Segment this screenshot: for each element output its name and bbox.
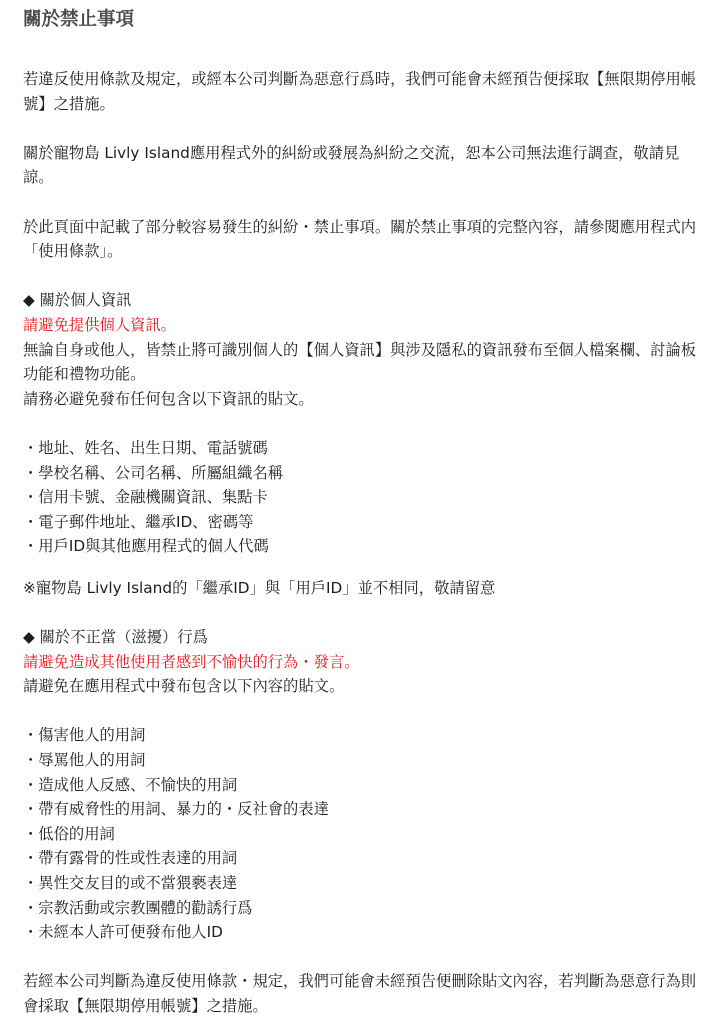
spacer [23,559,703,576]
closing-paragraph: 若經本公司判斷為違反使用條款・規定，我們可能會未經預告便刪除貼文內容，若判斷為惡意行為則會採取【無限期停用帳號】之措施。 [23,972,697,1015]
list-item: ・未經本人許可便發布他人ID [23,923,223,942]
list-item: ・辱罵他人的用詞 [23,751,146,770]
list-item: ・地址、姓名、出生日期、電話號碼 [23,438,268,457]
list-item: ・帶有露骨的性或性表達的用詞 [23,849,238,868]
harassment-body: 請避免在應用程式中發布包含以下內容的貼文。 [23,677,345,696]
personal-info-list [23,436,703,559]
list-item: ・電子郵件地址、繼承ID、密碼等 [23,512,254,531]
spacer [23,190,703,215]
list-item: ・信用卡號、金融機關資訊、集點卡 [23,488,268,507]
list-item: ・傷害他人的用詞 [23,726,146,745]
list-item: ・低俗的用詞 [23,824,115,843]
intro-paragraph-1: 若違反使用條款及規定，或經本公司判斷為惡意行爲時，我們可能會未經預告便採取【無限期停用帳號】之措施。 [23,70,697,113]
list-item: ・帶有威脅性的用詞、暴力的・反社會的表達 [23,800,329,819]
personal-info-section [23,288,703,600]
harassment-warning: 請避免造成其他使用者感到不愉快的行為・發言。 [23,652,360,671]
spacer [23,411,703,436]
list-item: ・用戶ID與其他應用程式的個人代碼 [23,537,269,556]
harassment-section [23,625,703,945]
list-item: ・學校名稱、公司名稱、所屬組織名稱 [23,463,284,482]
inheritance-id-note: ※寵物島 Livly Island的「繼承ID」與「用戶ID」並不相同，敬請留意 [23,578,496,597]
page-title: 關於禁止事項 [23,9,135,30]
harassment-heading: ◆ 關於不正當（滋擾）行爲 [23,628,208,647]
spacer [23,34,703,67]
list-item: ・造成他人反感、不愉快的用詞 [23,775,238,794]
list-item: ・異性交友目的或不當猥褻表達 [23,874,238,892]
intro-paragraph-3: 於此頁面中記載了部分較容易發生的糾紛・禁止事項。關於禁止事項的完整內容，請參閱應用程式内「使用條款」。 [23,217,697,261]
spacer [23,116,703,141]
spacer [23,600,703,625]
personal-info-heading: ◆ 關於個人資訊 [23,291,132,310]
personal-info-body: 無論自身或他人，皆禁止將可識別個人的【個人資訊】與涉及隱私的資訊發布至個人檔案欄、討論板功能和禮物功能。 [23,340,697,384]
list-item: ・宗教活動或宗教團體的勸誘行爲 [23,898,253,917]
spacer [23,699,703,724]
harassment-list [23,723,703,944]
spacer [23,264,703,289]
intro-paragraph-2: 關於寵物島 Livly Island應用程式外的糾紛或發展為糾紛之交流，恕本公司無法進行調查，敬請見諒。 [23,143,680,187]
personal-info-warning: 請避免提供個人資訊。 [23,315,176,334]
spacer [23,945,703,970]
personal-info-instruction: 請務必避免發布任何包含以下資訊的貼文。 [23,389,314,408]
